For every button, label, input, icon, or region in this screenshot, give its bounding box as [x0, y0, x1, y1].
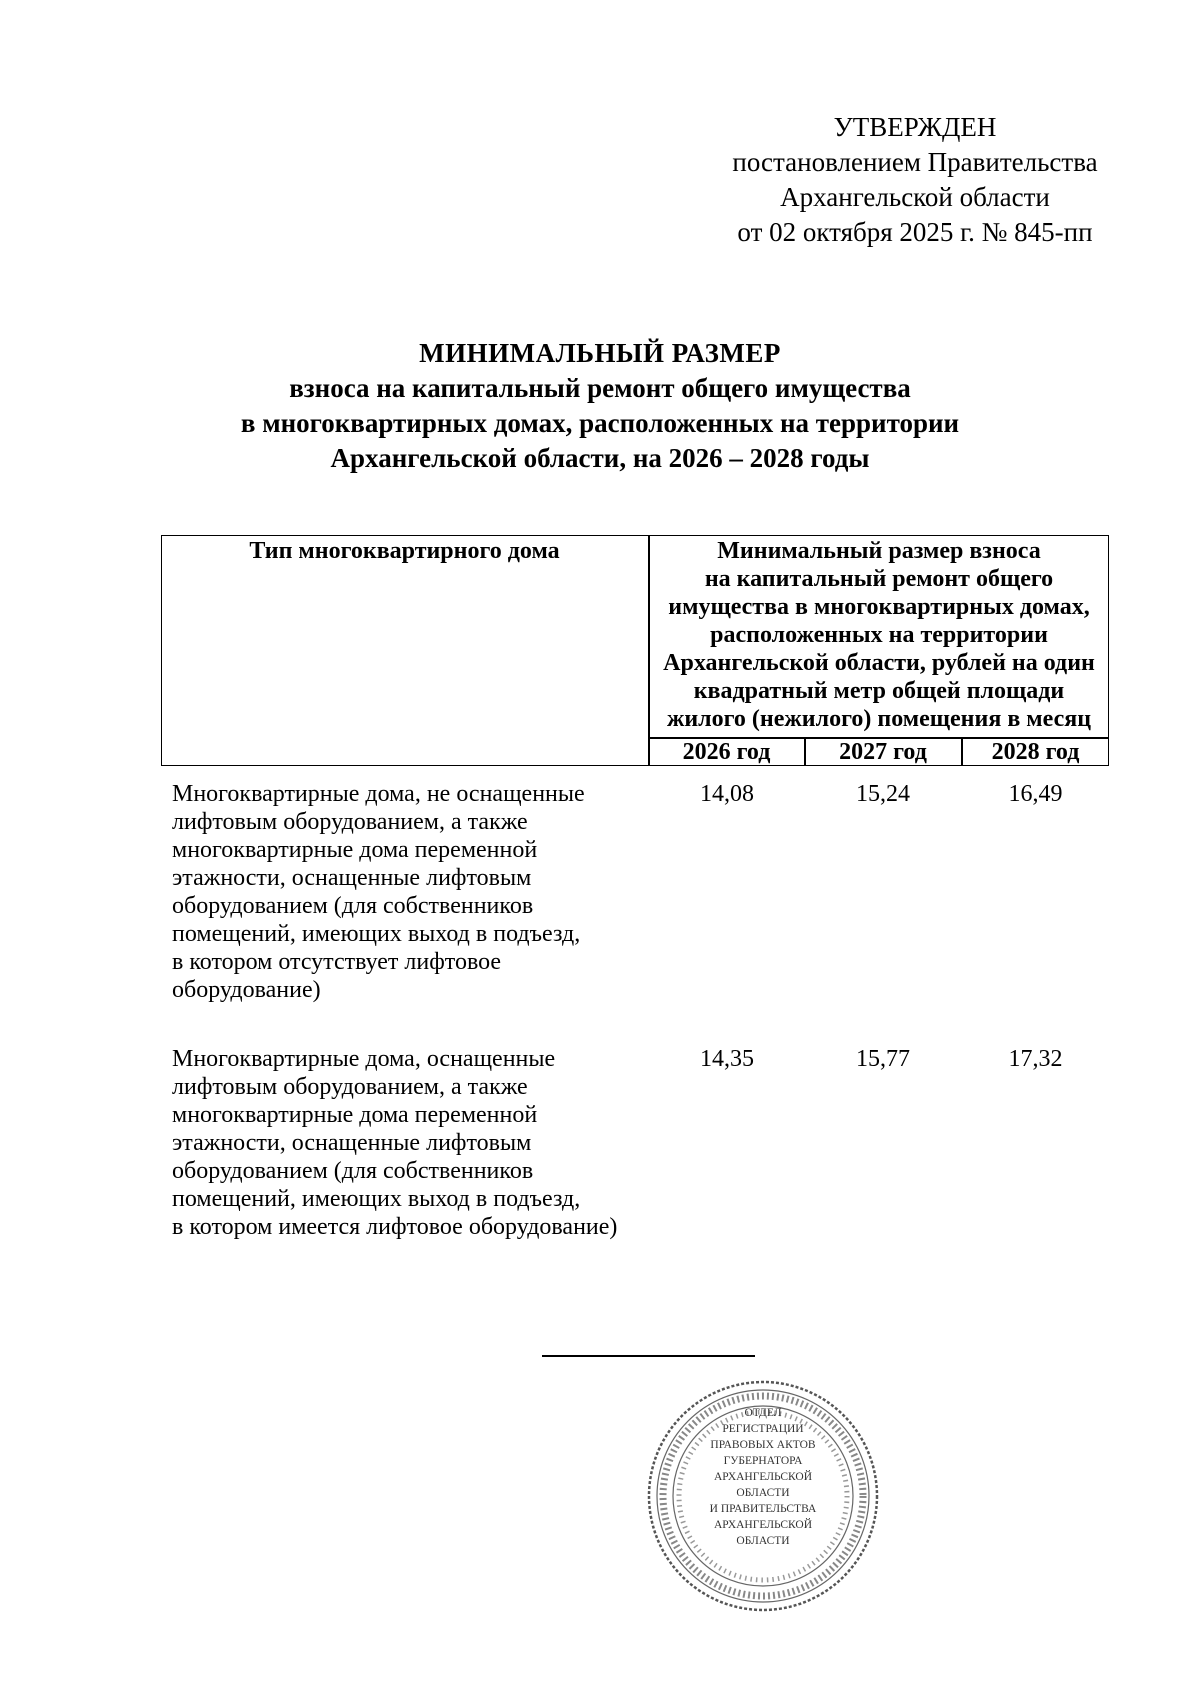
header-contribution-line: жилого (нежилого) помещения в месяц: [666, 706, 1092, 732]
title-main: МИНИМАЛЬНЫЙ РАЗМЕР: [419, 338, 781, 368]
approval-date-number: от 02 октября 2025 г. № 845-пп: [737, 217, 1093, 247]
header-contribution-line: квадратный метр общей площади: [693, 678, 1065, 704]
approval-block: [720, 110, 1110, 250]
header-contribution-line: на капитальный ремонт общего: [704, 566, 1054, 592]
row-text-line: помещений, имеющих выход в подъезд,: [172, 921, 581, 947]
row-text-line: Многоквартирные дома, не оснащенные: [172, 781, 585, 807]
row-2-value-2028: 17,32: [1008, 1046, 1063, 1072]
row-text-line: оборудование): [172, 977, 321, 1003]
row-text-line: в котором отсутствует лифтовое: [172, 949, 502, 975]
header-year-2027: 2027 год: [839, 739, 927, 765]
table-row-1-type: [172, 780, 585, 1004]
seal-text-line: ОБЛАСТИ: [736, 1487, 790, 1499]
row-text-line: в котором имеется лифтовое оборудование): [172, 1214, 618, 1240]
seal-text-line: РЕГИСТРАЦИИ: [722, 1423, 804, 1435]
approval-issuer: постановлением Правительства: [732, 147, 1098, 177]
row-text-line: помещений, имеющих выход в подъезд,: [172, 1186, 581, 1212]
row-1-value-2028: 16,49: [1008, 781, 1063, 807]
row-text-line: этажности, оснащенные лифтовым: [172, 865, 532, 891]
header-year-2026: 2026 год: [682, 739, 771, 765]
header-contribution-line: имущества в многоквартирных домах,: [668, 594, 1090, 620]
row-text-line: многоквартирные дома переменной: [172, 837, 538, 863]
seal-text-line: АРХАНГЕЛЬСКОЙ: [713, 1519, 813, 1531]
title-subline: в многоквартирных домах, расположенных на территории: [240, 408, 960, 438]
title-subline: взноса на капитальный ремонт общего имущества: [289, 373, 911, 403]
row-1-value-2027: 15,24: [856, 781, 910, 807]
header-year-2028: 2028 год: [991, 739, 1080, 765]
row-text-line: лифтовым оборудованием, а также: [172, 809, 528, 835]
row-text-line: Многоквартирные дома, оснащенные: [172, 1046, 556, 1072]
header-contribution-line: Минимальный размер взноса: [717, 538, 1041, 564]
row-2-value-2026: 14,35: [700, 1046, 754, 1072]
seal-text-line: АРХАНГЕЛЬСКОЙ: [713, 1471, 813, 1483]
table-row-2-type: [172, 1045, 617, 1241]
approval-heading: УТВЕРЖДЕН: [833, 112, 997, 142]
row-text-line: оборудованием (для собственников: [172, 893, 534, 919]
seal-text-line: И ПРАВИТЕЛЬСТВА: [709, 1503, 817, 1515]
header-building-type: Тип многоквартирного дома: [249, 538, 560, 564]
row-text-line: многоквартирные дома переменной: [172, 1102, 538, 1128]
seal-text-line: ОБЛАСТИ: [736, 1535, 790, 1547]
header-contribution-line: расположенных на территории: [710, 622, 1048, 648]
title-subline: Архангельской области, на 2026 – 2028 годы: [330, 443, 870, 473]
seal-text-line: ОТДЕЛ: [744, 1407, 782, 1419]
seal-text-line: ГУБЕРНАТОРА: [723, 1455, 803, 1467]
approval-region: Архангельской области: [780, 182, 1050, 212]
document-title: [150, 336, 1050, 476]
header-contribution-line: Архангельской области, рублей на один: [663, 650, 1095, 676]
row-text-line: оборудованием (для собственников: [172, 1158, 534, 1184]
signature-line: [542, 1355, 755, 1357]
seal-center-text: [676, 1405, 850, 1549]
row-1-value-2026: 14,08: [700, 781, 754, 807]
seal-text-line: ПРАВОВЫХ АКТОВ: [710, 1439, 816, 1451]
row-text-line: этажности, оснащенные лифтовым: [172, 1130, 532, 1156]
row-text-line: лифтовым оборудованием, а также: [172, 1074, 528, 1100]
row-2-value-2027: 15,77: [856, 1046, 910, 1072]
